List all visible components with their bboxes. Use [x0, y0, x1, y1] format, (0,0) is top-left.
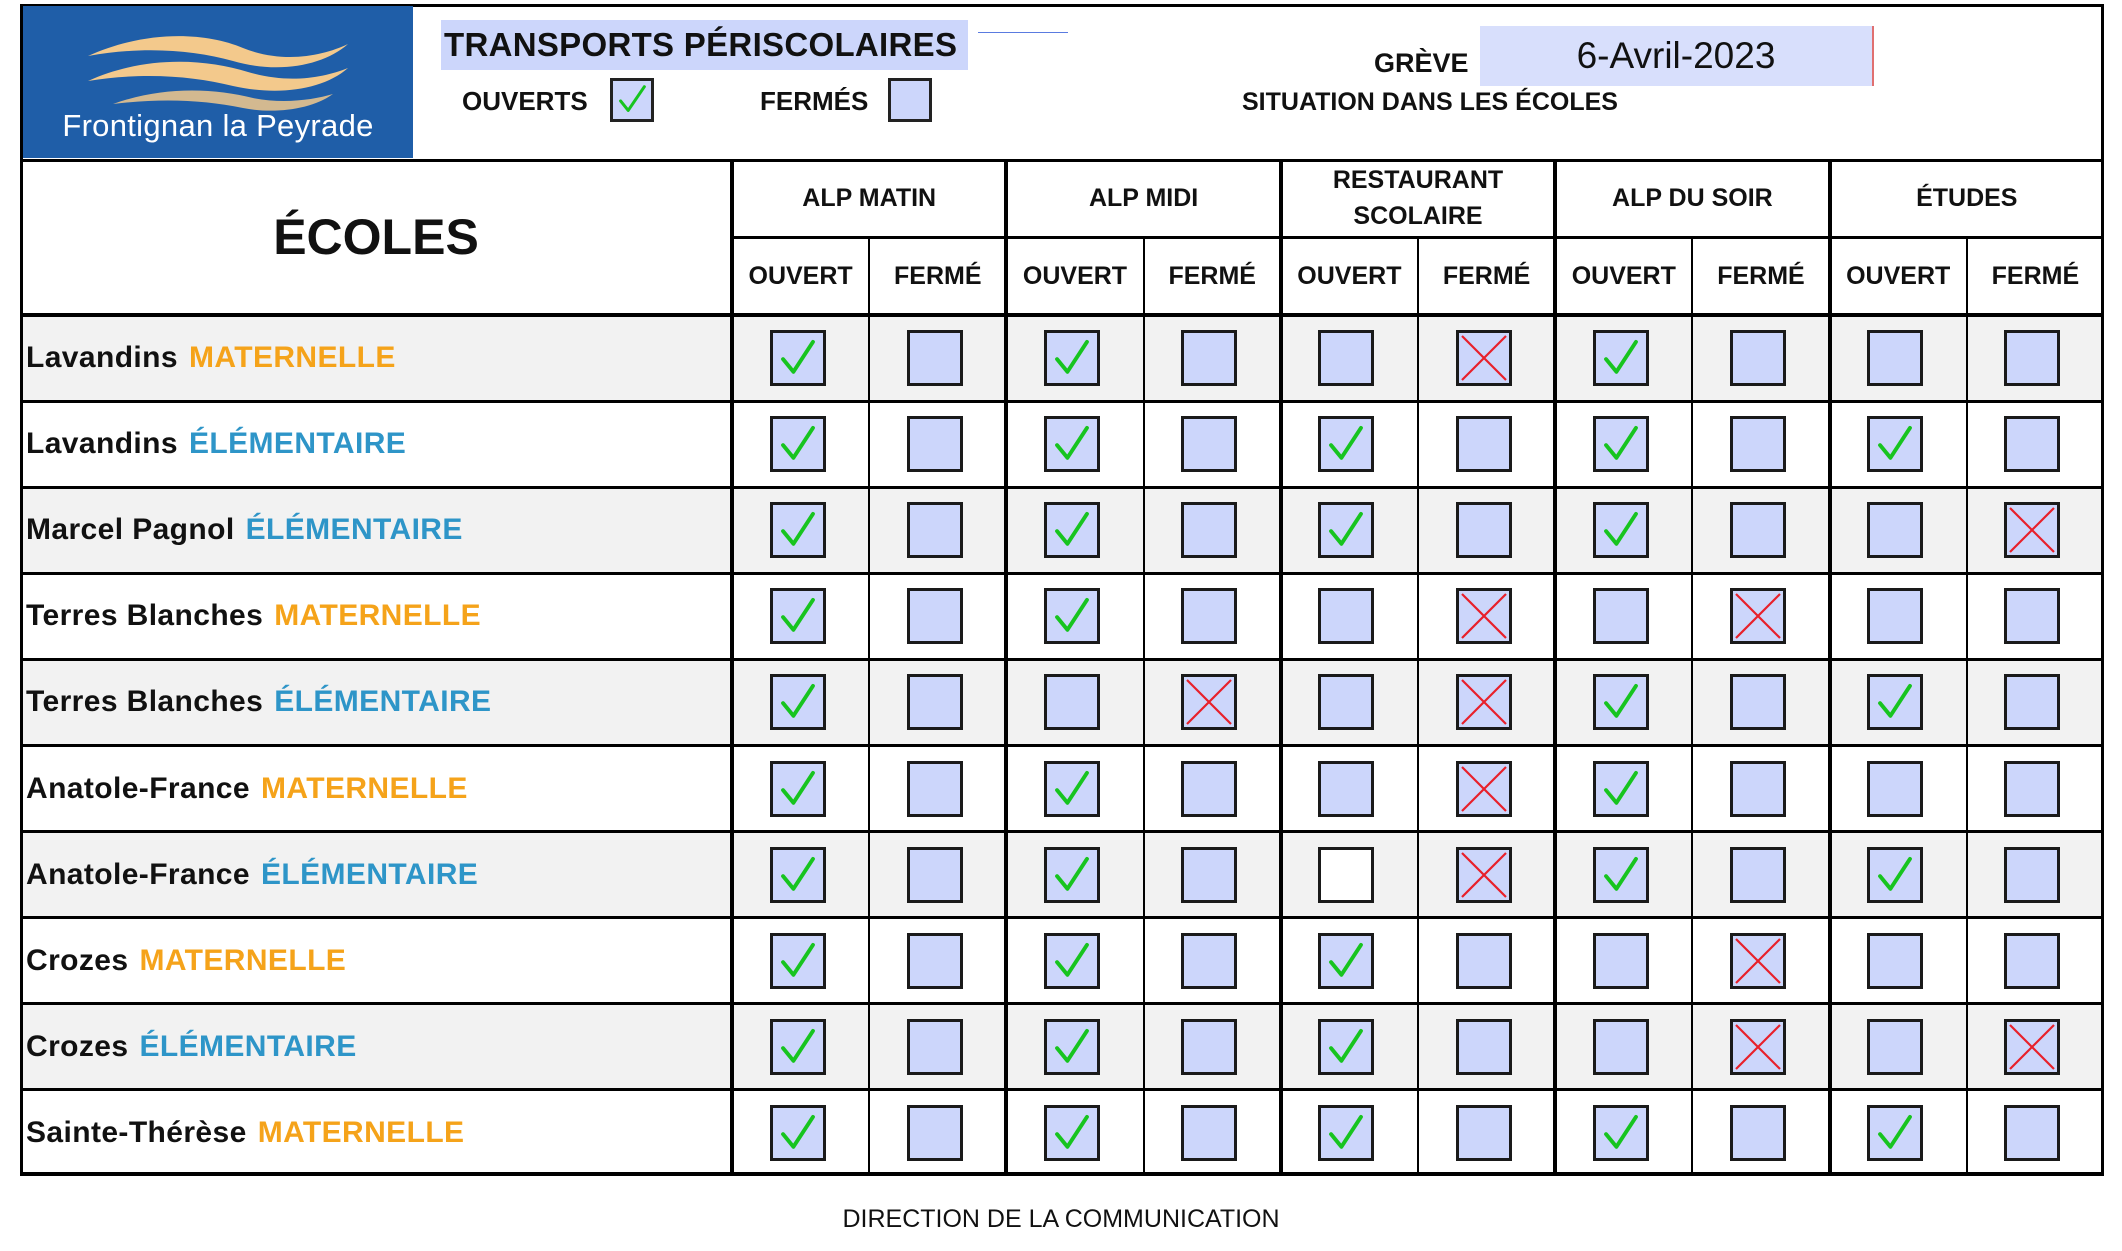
cross-icon [1733, 591, 1783, 641]
check-icon [775, 938, 821, 984]
open-checkbox[interactable] [1044, 416, 1100, 472]
open-checkbox[interactable] [1867, 674, 1923, 730]
school-type: MATERNELLE [139, 943, 347, 977]
closed-checkbox[interactable] [907, 674, 963, 730]
closed-checkbox[interactable] [1456, 674, 1512, 730]
closed-column-header: FERMÉ [1418, 237, 1555, 315]
closed-column-header: FERMÉ [1692, 237, 1829, 315]
closed-checkbox[interactable] [1181, 588, 1237, 644]
open-checkbox[interactable] [1867, 502, 1923, 558]
check-icon [1049, 852, 1095, 898]
open-checkbox[interactable] [1044, 588, 1100, 644]
closed-checkbox[interactable] [907, 933, 963, 989]
open-checkbox[interactable] [1318, 330, 1374, 386]
closed-checkbox[interactable] [1181, 933, 1237, 989]
check-icon [1598, 507, 1644, 553]
grid-line [1966, 237, 1968, 1176]
grid-line [20, 486, 2104, 489]
group-header: ALP DU SOIR [1555, 159, 1829, 237]
check-icon [1598, 852, 1644, 898]
cross-icon [2007, 505, 2057, 555]
closed-checkbox[interactable] [1181, 502, 1237, 558]
check-icon [1872, 1110, 1918, 1156]
school-type: ÉLÉMENTAIRE [260, 857, 479, 891]
check-icon [1049, 938, 1095, 984]
check-icon [775, 1024, 821, 1070]
check-icon [1049, 766, 1095, 812]
school-name [26, 1090, 464, 1176]
check-icon [1049, 593, 1095, 639]
strike-label: GRÈVE [1374, 48, 1469, 78]
grid-line [1691, 237, 1693, 1176]
closed-checkbox[interactable] [1456, 416, 1512, 472]
closed-checkbox[interactable] [1730, 1105, 1786, 1161]
open-checkbox[interactable] [1318, 588, 1374, 644]
school-label: Anatole-France [26, 857, 250, 891]
cross-icon [1459, 677, 1509, 727]
grid-line [20, 658, 2104, 661]
check-icon [1598, 766, 1644, 812]
closed-checkbox[interactable] [2004, 674, 2060, 730]
closed-checkbox[interactable] [1456, 588, 1512, 644]
closed-checkbox[interactable] [2004, 933, 2060, 989]
school-type: ÉLÉMENTAIRE [139, 1029, 357, 1063]
closed-checkbox[interactable] [2004, 847, 2060, 903]
check-icon [1323, 507, 1369, 553]
closed-checkbox[interactable] [2004, 1105, 2060, 1161]
check-icon [1872, 421, 1918, 467]
closed-checkbox[interactable] [2004, 588, 2060, 644]
school-label: Crozes [26, 943, 129, 977]
school-name [26, 1004, 357, 1090]
open-checkbox[interactable] [770, 1105, 826, 1161]
group-header: ALP MATIN [732, 159, 1006, 237]
check-icon [775, 507, 821, 553]
open-checkbox[interactable] [1867, 330, 1923, 386]
school-type: ÉLÉMENTAIRE [274, 685, 492, 719]
school-label: Marcel Pagnol [26, 513, 235, 547]
check-icon [1323, 421, 1369, 467]
open-checkbox[interactable] [1318, 502, 1374, 558]
schools-header: ÉCOLES [20, 159, 732, 315]
check-icon [1598, 421, 1644, 467]
school-label: Crozes [26, 1029, 129, 1063]
open-column-header: OUVERT [1555, 237, 1692, 315]
subtitle: SITUATION DANS LES ÉCOLES [1242, 88, 1618, 116]
closed-column-header: FERMÉ [869, 237, 1006, 315]
closed-checkbox[interactable] [1181, 761, 1237, 817]
table-border [20, 159, 23, 1176]
school-label: Lavandins [26, 341, 178, 375]
cross-icon [2007, 1022, 2057, 1072]
open-column-header: OUVERT [1281, 237, 1418, 315]
check-icon [1598, 679, 1644, 725]
closed-checkbox[interactable] [1730, 847, 1786, 903]
open-checkbox[interactable] [1593, 588, 1649, 644]
closed-checkbox[interactable] [1181, 847, 1237, 903]
open-checkbox[interactable] [1044, 761, 1100, 817]
grid-line [20, 744, 2104, 747]
open-checkbox[interactable] [1593, 674, 1649, 730]
closed-checkbox[interactable] [1456, 502, 1512, 558]
open-checkbox[interactable] [1044, 933, 1100, 989]
open-checkbox[interactable] [1593, 330, 1649, 386]
closed-checkbox[interactable] [907, 1105, 963, 1161]
grid-line [20, 916, 2104, 919]
closed-checkbox[interactable] [1456, 330, 1512, 386]
closed-checkbox[interactable] [907, 847, 963, 903]
open-checkbox[interactable] [1318, 933, 1374, 989]
check-icon [775, 335, 821, 381]
open-checkbox[interactable] [770, 330, 826, 386]
check-icon [775, 852, 821, 898]
legend-closed-label: FERMÉS [760, 86, 869, 116]
page-title: TRANSPORTS PÉRISCOLAIRES [444, 26, 958, 63]
check-icon [1049, 507, 1095, 553]
open-checkbox[interactable] [1044, 330, 1100, 386]
group-header: ÉTUDES [1830, 159, 2104, 237]
school-name [26, 315, 396, 401]
grid-line [20, 572, 2104, 575]
school-name [26, 832, 478, 918]
decorative-line [978, 32, 1068, 33]
city-logo [23, 6, 413, 158]
check-icon [1323, 1110, 1369, 1156]
school-type: MATERNELLE [260, 771, 468, 805]
grid-line [1004, 159, 1008, 1176]
check-icon [1598, 1110, 1644, 1156]
grid-line [20, 1002, 2104, 1005]
open-checkbox[interactable] [770, 1019, 826, 1075]
grid-line [868, 237, 870, 1176]
open-checkbox[interactable] [1593, 1019, 1649, 1075]
closed-checkbox[interactable] [1181, 416, 1237, 472]
footer-credit: DIRECTION DE LA COMMUNICATION [842, 1205, 1280, 1233]
open-column-header: OUVERT [732, 237, 869, 315]
school-label: Lavandins [26, 427, 178, 461]
open-checkbox[interactable] [1044, 1105, 1100, 1161]
closed-checkbox[interactable] [1730, 761, 1786, 817]
grid-line [1279, 159, 1283, 1176]
open-checkbox[interactable] [1867, 1019, 1923, 1075]
group-header: RESTAURANT SCOLAIRE [1281, 159, 1555, 237]
check-icon [775, 593, 821, 639]
legend-open-label: OUVERTS [462, 86, 588, 116]
closed-column-header: FERMÉ [1967, 237, 2104, 315]
closed-checkbox[interactable] [2004, 1019, 2060, 1075]
open-checkbox[interactable] [1044, 847, 1100, 903]
grid-line [1828, 159, 1832, 1176]
cross-icon [1459, 764, 1509, 814]
check-icon [1049, 335, 1095, 381]
check-icon [1049, 1024, 1095, 1070]
closed-checkbox[interactable] [2004, 761, 2060, 817]
grid-line [1417, 237, 1419, 1176]
school-type: MATERNELLE [274, 599, 481, 633]
open-checkbox[interactable] [1044, 674, 1100, 730]
closed-checkbox[interactable] [1181, 330, 1237, 386]
grid-line [20, 400, 2104, 403]
open-checkbox[interactable] [1867, 761, 1923, 817]
open-checkbox[interactable] [770, 761, 826, 817]
open-checkbox[interactable] [1593, 1105, 1649, 1161]
cross-icon [1733, 1022, 1783, 1072]
grid-line [20, 830, 2104, 833]
closed-checkbox[interactable] [907, 330, 963, 386]
check-icon [1598, 335, 1644, 381]
check-icon [775, 421, 821, 467]
cross-icon [1184, 677, 1234, 727]
closed-checkbox[interactable] [1730, 502, 1786, 558]
open-checkbox[interactable] [1044, 502, 1100, 558]
table-border [2101, 159, 2104, 1176]
closed-checkbox[interactable] [1181, 1019, 1237, 1075]
check-icon [613, 81, 651, 119]
school-type: ÉLÉMENTAIRE [245, 513, 463, 547]
open-checkbox[interactable] [1593, 502, 1649, 558]
open-checkbox[interactable] [770, 847, 826, 903]
check-icon [1049, 1110, 1095, 1156]
closed-checkbox[interactable] [1456, 761, 1512, 817]
open-checkbox[interactable] [770, 416, 826, 472]
school-name [26, 918, 346, 1004]
check-icon [775, 766, 821, 812]
open-checkbox[interactable] [1593, 761, 1649, 817]
open-checkbox[interactable] [770, 502, 826, 558]
closed-checkbox[interactable] [1181, 674, 1237, 730]
closed-checkbox[interactable] [1730, 588, 1786, 644]
check-icon [775, 679, 821, 725]
legend-closed-checkbox [888, 78, 932, 122]
grid-line [730, 159, 734, 1176]
closed-checkbox[interactable] [1456, 933, 1512, 989]
schools-table [20, 159, 2104, 1177]
closed-checkbox[interactable] [1730, 674, 1786, 730]
check-icon [1323, 938, 1369, 984]
school-type: MATERNELLE [188, 341, 396, 375]
closed-checkbox[interactable] [907, 761, 963, 817]
closed-checkbox[interactable] [1456, 847, 1512, 903]
waves-icon [83, 26, 353, 111]
closed-checkbox[interactable] [907, 1019, 963, 1075]
closed-checkbox[interactable] [1730, 1019, 1786, 1075]
open-checkbox[interactable] [1867, 588, 1923, 644]
open-checkbox[interactable] [1867, 933, 1923, 989]
grid-line [20, 1088, 2104, 1091]
check-icon [1323, 1024, 1369, 1070]
cross-icon [1459, 333, 1509, 383]
check-icon [1049, 421, 1095, 467]
closed-checkbox[interactable] [907, 588, 963, 644]
check-icon [1872, 852, 1918, 898]
closed-checkbox[interactable] [2004, 502, 2060, 558]
open-checkbox[interactable] [1867, 847, 1923, 903]
cross-icon [1459, 591, 1509, 641]
closed-checkbox[interactable] [1730, 416, 1786, 472]
school-label: Terres Blanches [26, 685, 264, 719]
legend-open-checkbox [610, 78, 654, 122]
open-checkbox[interactable] [1867, 416, 1923, 472]
closed-checkbox[interactable] [1730, 330, 1786, 386]
closed-column-header: FERMÉ [1144, 237, 1281, 315]
header-separator [20, 313, 2104, 317]
open-checkbox[interactable] [1318, 674, 1374, 730]
grid-line [1143, 237, 1145, 1176]
closed-checkbox[interactable] [1456, 1105, 1512, 1161]
closed-checkbox[interactable] [907, 416, 963, 472]
check-icon [775, 1110, 821, 1156]
open-checkbox[interactable] [1593, 847, 1649, 903]
closed-checkbox[interactable] [1730, 933, 1786, 989]
closed-checkbox[interactable] [1456, 1019, 1512, 1075]
logo-text: Frontignan la Peyrade [62, 108, 374, 143]
group-header: ALP MIDI [1006, 159, 1280, 237]
cross-icon [1733, 936, 1783, 986]
open-checkbox[interactable] [1318, 1105, 1374, 1161]
school-name [26, 746, 468, 832]
school-type: ÉLÉMENTAIRE [188, 427, 407, 461]
school-label: Anatole-France [26, 771, 250, 805]
open-checkbox[interactable] [770, 674, 826, 730]
open-checkbox[interactable] [1318, 416, 1374, 472]
school-name [26, 659, 491, 745]
open-checkbox[interactable] [1318, 1019, 1374, 1075]
school-label: Sainte-Thérèse [26, 1115, 247, 1149]
open-checkbox[interactable] [1318, 847, 1374, 903]
closed-checkbox[interactable] [1181, 1105, 1237, 1161]
cross-icon [1459, 850, 1509, 900]
open-column-header: OUVERT [1006, 237, 1143, 315]
open-checkbox[interactable] [770, 933, 826, 989]
open-checkbox[interactable] [1867, 1105, 1923, 1161]
school-label: Terres Blanches [26, 599, 264, 633]
open-checkbox[interactable] [1593, 416, 1649, 472]
closed-checkbox[interactable] [2004, 416, 2060, 472]
school-type: MATERNELLE [257, 1115, 465, 1149]
open-column-header: OUVERT [1830, 237, 1967, 315]
open-checkbox[interactable] [1593, 933, 1649, 989]
strike-date: 6-Avril-2023 [1480, 26, 1874, 86]
school-name [26, 401, 406, 487]
school-name [26, 573, 481, 659]
open-checkbox[interactable] [1318, 761, 1374, 817]
table-border [20, 1172, 2104, 1176]
open-checkbox[interactable] [770, 588, 826, 644]
closed-checkbox[interactable] [907, 502, 963, 558]
table-border [20, 159, 2104, 162]
school-name [26, 487, 463, 573]
closed-checkbox[interactable] [2004, 330, 2060, 386]
grid-line [1553, 159, 1557, 1176]
open-checkbox[interactable] [1044, 1019, 1100, 1075]
check-icon [1872, 679, 1918, 725]
